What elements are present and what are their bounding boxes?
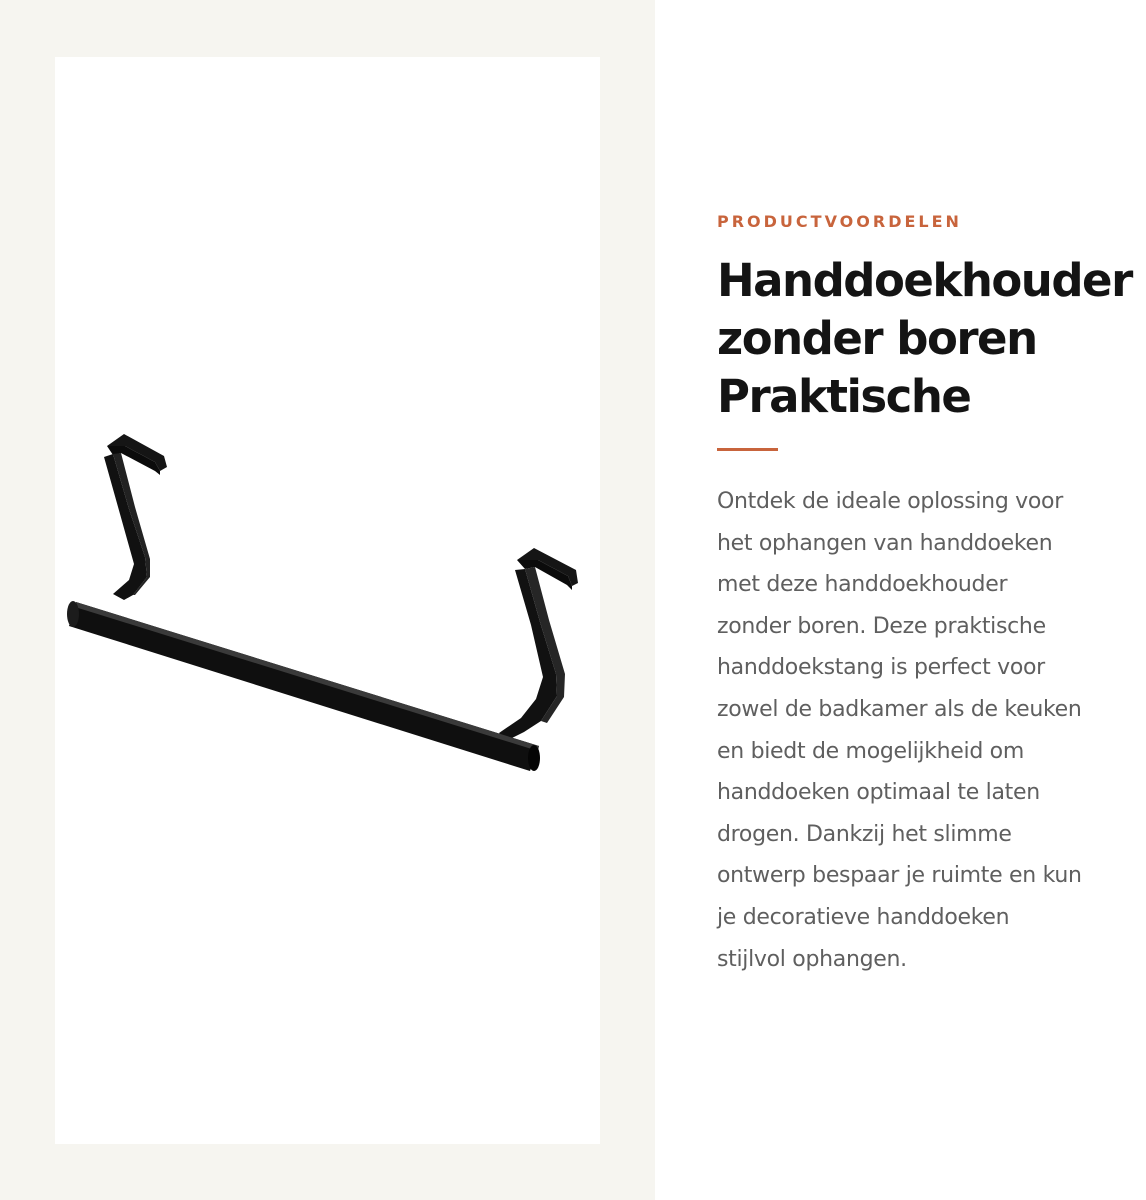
section-eyebrow: PRODUCTVOORDELEN <box>717 212 962 231</box>
description-line: stijlvol ophangen. <box>717 946 907 972</box>
description-line: en biedt de mogelijkheid om <box>717 738 1024 764</box>
section-title <box>717 252 1142 426</box>
description-line: je decoratieve handdoeken <box>717 904 1010 930</box>
towel-bar-image <box>55 57 600 1144</box>
benefits-content <box>717 208 1142 980</box>
description-line: zonder boren. Deze praktische <box>717 613 1046 639</box>
description-line: Ontdek de ideale oplossing voor <box>717 489 1063 514</box>
description-line: het ophangen van handdoeken <box>717 530 1053 556</box>
description-line: ontwerp bespaar je ruimte en kun <box>717 863 1082 889</box>
description-line: met deze handdoekhouder <box>717 572 1008 598</box>
section-description <box>717 481 1142 980</box>
description-line: handdoekstang is perfect voor <box>717 655 1045 681</box>
title-line: Praktische <box>717 370 971 423</box>
description-line: handdoeken optimaal te laten <box>717 780 1040 806</box>
title-line: zonder boren <box>717 312 1037 365</box>
product-benefits-section <box>655 0 1146 1200</box>
accent-divider <box>717 448 778 451</box>
description-line: drogen. Dankzij het slimme <box>717 821 1012 847</box>
description-line: zowel de badkamer als de keuken <box>717 696 1082 722</box>
title-line: Handdoekhouder <box>717 254 1132 307</box>
product-image-card <box>55 57 600 1144</box>
